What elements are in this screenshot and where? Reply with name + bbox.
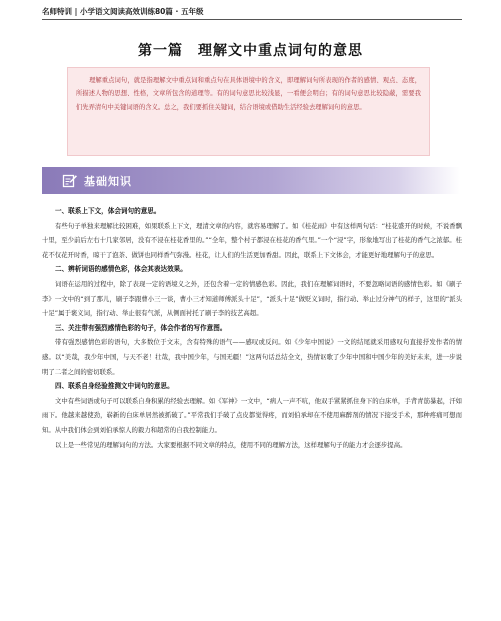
page-title: 第一篇 理解文中重点词句的意思	[138, 43, 363, 59]
conclusion-text: 以上是一些常见的理解词句的方法。大家要根据不同文章的特点，使用不同的理解方法，这样理解句子的能力才会逐步提高。	[55, 440, 407, 449]
intro-box	[67, 67, 430, 156]
item-text-3: 带有强烈感情色彩的语句，大多数位于文末，含有特殊的语气——感叹或反问。如《少年中国说》一文的结尾就采用感叹句直接抒发作者的情感。以“美哉，我少年中国，与天不老！壮哉，我中国少年，与国无疆！”这两句话总结全文，热情讴歌了少年中国和中国少年的美好未来，进一步说明了二者之间的密切联系。	[42, 338, 462, 376]
item-heading-4: 四、联系自身经验推测文中词句的意思。	[55, 382, 174, 391]
intro-text: 理解重点词句，就是指理解文中重点词和重点句在具体语境中的含义，即理解词句所表现的作者的感情、观点、态度，所描述人物的思想、性格，文章所包含的道理等。有的词句意思比较浅显，一看便会明白；有的词句意思比较隐蔽，需要我们先弄清句中关键词语的含义。总之，我们要抓住关键词，结合语境或借助生活经验去理解词句的意思。	[76, 77, 421, 111]
body-content	[42, 204, 462, 452]
running-header: 名师特训 | 小学语文阅读高效训练80篇 · 五年级	[42, 6, 462, 20]
pencil-note-icon	[62, 173, 78, 189]
section-title: 基础知识	[84, 174, 132, 188]
item-text-1: 有些句子单独来理解比较困难，如果联系上下文，理清文章的内容，就容易理解了。如《桂花雨》中有这样两句话：“桂花盛开的时候，不说香飘十里，至少前后左右十几家邻居，没有不浸在桂花香里的。”“全年，整个村子都浸在桂花的香气里。”一个“浸”字，形象地写出了桂花的香气之浓郁。桂花不仅花开时香，晾干了泡茶、做饼也同样香气弥漫。桂花，让人们的生活更加香甜。因此，联系上下文体会，才能更好地理解句子的意思。	[42, 221, 462, 259]
item-heading-1: 一、联系上下文，体会词句的意思。	[55, 207, 161, 215]
item-text-4: 文中有些词语或句子可以联系自身积累的经验去理解。如《军神》一文中，“病人一声不吭，他双手紧紧抓住身下的白床单，手背青筋暴起，汗如雨下。他越来越使劲，崭新的白床单居然被抓破了。”平常我们手破了点皮都觉得疼，而刘伯承却在不使用麻醉剂的情况下接受手术，那种疼痛可想而知。从中我们体会到刘伯承惊人的毅力和超常的自我控制能力。	[42, 396, 462, 434]
section-banner	[42, 167, 460, 194]
item-text-2: 词语在运用的过程中，除了表现一定的语境义之外，还包含着一定的情感色彩。因此，我们在理解词语时，不要忽略词语的感情色彩。如《刷子李》一文中的“到了那儿，刷子李跟曹小三一谈，曹小三才知道师傅派头十足”，“派头十足”做贬义词时，指行动、举止过分神气的样子，这里的“派头十足”属于褒义词，指行动、举止很有气派，从侧面衬托了刷子李的技艺高超。	[42, 279, 462, 318]
item-heading-3: 三、关注带有强烈感情色彩的句子，体会作者的写作意图。	[55, 323, 227, 332]
item-heading-2: 二、辨析词语的感情色彩，体会其表达效果。	[55, 265, 187, 274]
